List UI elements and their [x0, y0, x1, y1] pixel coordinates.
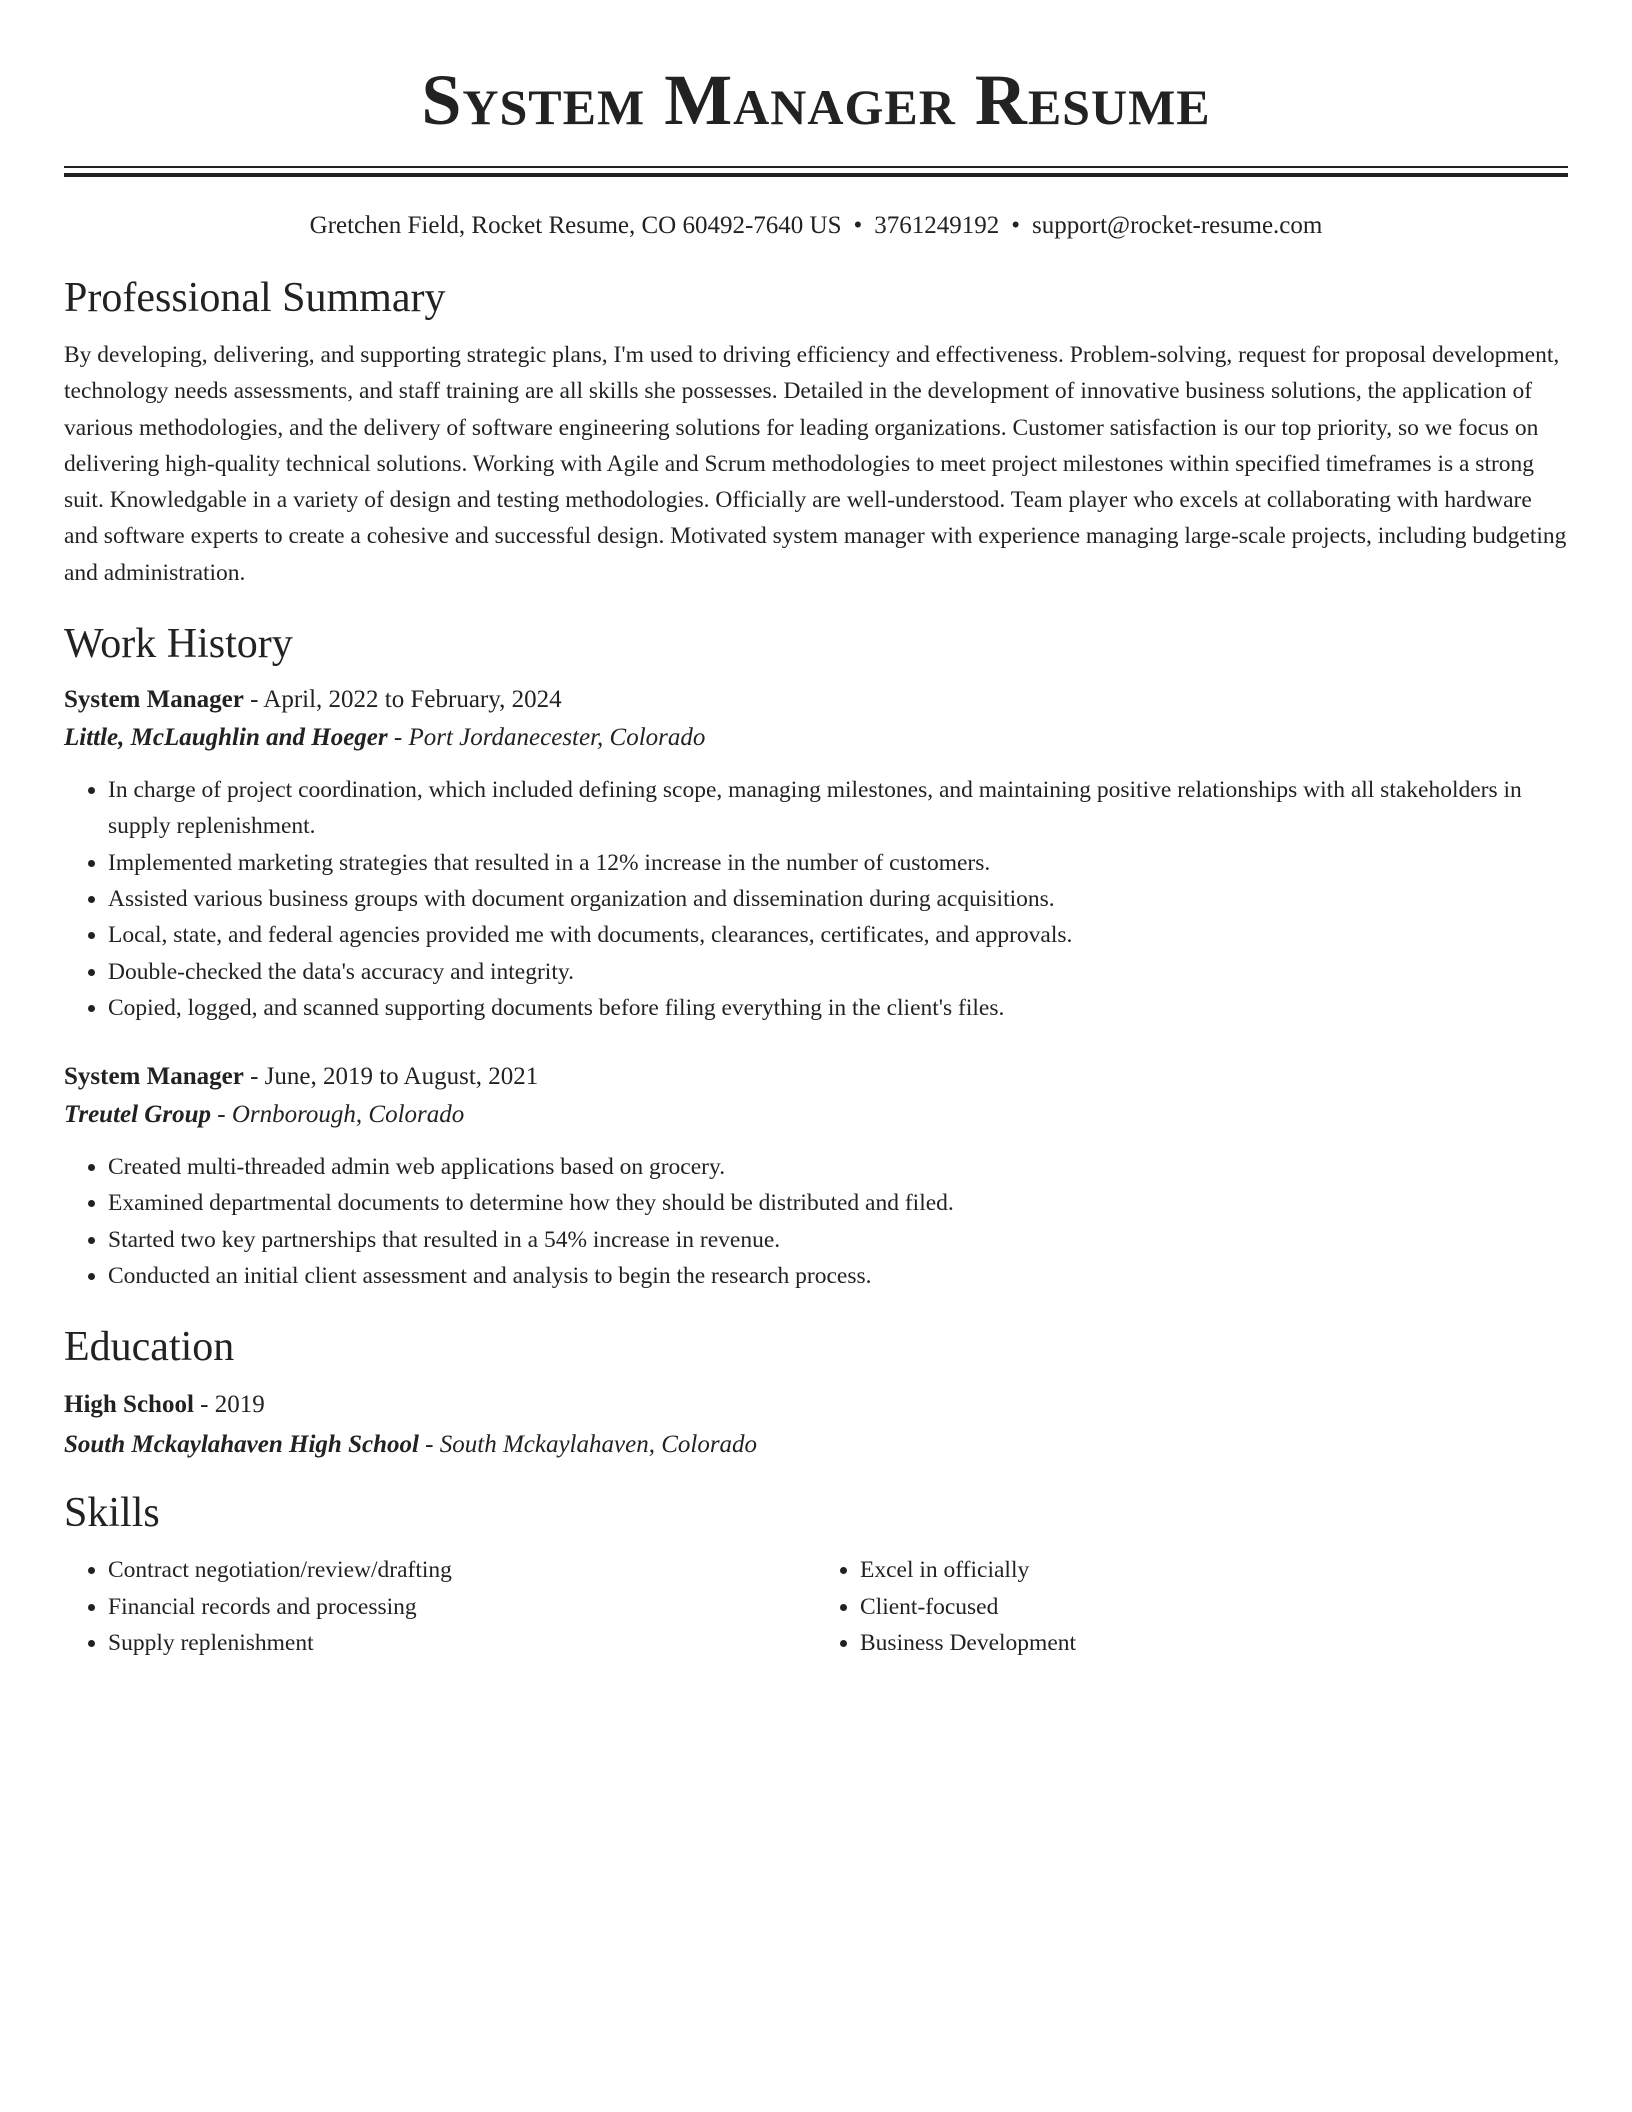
job-bullet-list [64, 772, 1568, 1026]
job-bullet: • Local, state, and federal agencies provided me with documents, clearances, certificates, and approvals. [108, 917, 1568, 953]
job-title-line [64, 1058, 1568, 1096]
education-degree-line [64, 1386, 1568, 1424]
job-bullet: • Assisted various business groups with document organization and dissemination during acquisitions. [108, 881, 1568, 917]
skills-list-left [64, 1552, 816, 1661]
summary-text: By developing, delivering, and supporting strategic plans, I'm used to driving efficiency and effectiveness. Problem-solving, request for proposal development, technology needs assessments, and staff training are all skills she possesses. Detailed in the development of innovative business solutions, the application of various methodologies, and the delivery of software engineering solutions for leading organizations. Customer satisfaction is our top priority, so we focus on delivering high-quality technical solutions. Working with Agile and Scrum methodologies to meet project milestones within specified timeframes is a strong suit. Knowledgable in a variety of design and testing methodologies. Officially are well-understood. Team player who excels at collaborating with hardware and software experts to create a cohesive and successful design. Motivated system manager with experience managing large-scale projects, including budgeting and administration. [64, 342, 1567, 586]
job-bullet: • Conducted an initial client assessment and analysis to begin the research process. [108, 1258, 1568, 1294]
job-company-line [64, 719, 1568, 757]
education-degree: High School [64, 1391, 194, 1419]
contact-address: Gretchen Field, Rocket Resume, CO 60492-7640 US [309, 212, 842, 239]
job-title: System Manager [64, 686, 244, 714]
summary-heading: Professional Summary [64, 275, 446, 321]
job-bullet: • Double-checked the data's accuracy and integrity. [108, 954, 1568, 990]
job-bullet: • Examined departmental documents to determine how they should be distributed and filed. [108, 1185, 1568, 1221]
work-history-heading: Work History [64, 621, 293, 668]
page-title: System Manager Resume [421, 60, 1211, 140]
job-location: - Ornborough, Colorado [211, 1101, 465, 1129]
contact-separator: • [853, 212, 863, 239]
job-bullet: • In charge of project coordination, which included defining scope, managing milestones, and maintaining positive relationships with all stakeholders in supply replenishment. [108, 772, 1568, 845]
job-company: Little, McLaughlin and Hoeger [64, 724, 388, 752]
skills-list-right [816, 1552, 1568, 1661]
skill-item: • Client-focused [860, 1589, 1568, 1625]
job-title: System Manager [64, 1063, 244, 1091]
skills-columns [64, 1552, 1568, 1661]
skill-item: • Contract negotiation/review/drafting [108, 1552, 816, 1588]
education-entry [64, 1386, 1568, 1464]
job-entry [64, 1058, 1568, 1294]
job-location: - Port Jordanecester, Colorado [387, 724, 706, 752]
education-location: - South Mckaylahaven, Colorado [418, 1431, 758, 1459]
skill-item: • Financial records and processing [108, 1589, 816, 1625]
skill-item: • Business Development [860, 1625, 1568, 1661]
skills-heading: Skills [64, 1490, 160, 1537]
skill-item: • Supply replenishment [108, 1625, 816, 1661]
contact-separator: • [1011, 212, 1021, 239]
job-bullet: • Created multi-threaded admin web applications based on grocery. [108, 1149, 1568, 1185]
job-bullet-list [64, 1149, 1568, 1294]
job-dates: - June, 2019 to August, 2021 [243, 1063, 539, 1091]
education-school-line [64, 1426, 1568, 1464]
job-bullet: • Copied, logged, and scanned supporting documents before filing everything in the client's files. [108, 990, 1568, 1026]
job-company-line [64, 1096, 1568, 1134]
title-divider [64, 166, 1568, 177]
job-bullet: • Started two key partnerships that resulted in a 54% increase in revenue. [108, 1222, 1568, 1258]
education-school: South Mckaylahaven High School [64, 1431, 419, 1459]
education-year: - 2019 [193, 1391, 265, 1419]
contact-email: support@rocket-resume.com [1032, 212, 1323, 239]
skill-item: • Excel in officially [860, 1552, 1568, 1588]
job-entry [64, 681, 1568, 1026]
job-company: Treutel Group [64, 1101, 211, 1129]
contact-phone: 3761249192 [874, 212, 1000, 239]
contact-line [64, 211, 1568, 241]
education-heading: Education [64, 1324, 235, 1371]
job-title-line [64, 681, 1568, 719]
job-dates: - April, 2022 to February, 2024 [243, 686, 562, 714]
job-bullet: • Implemented marketing strategies that resulted in a 12% increase in the number of customers. [108, 845, 1568, 881]
